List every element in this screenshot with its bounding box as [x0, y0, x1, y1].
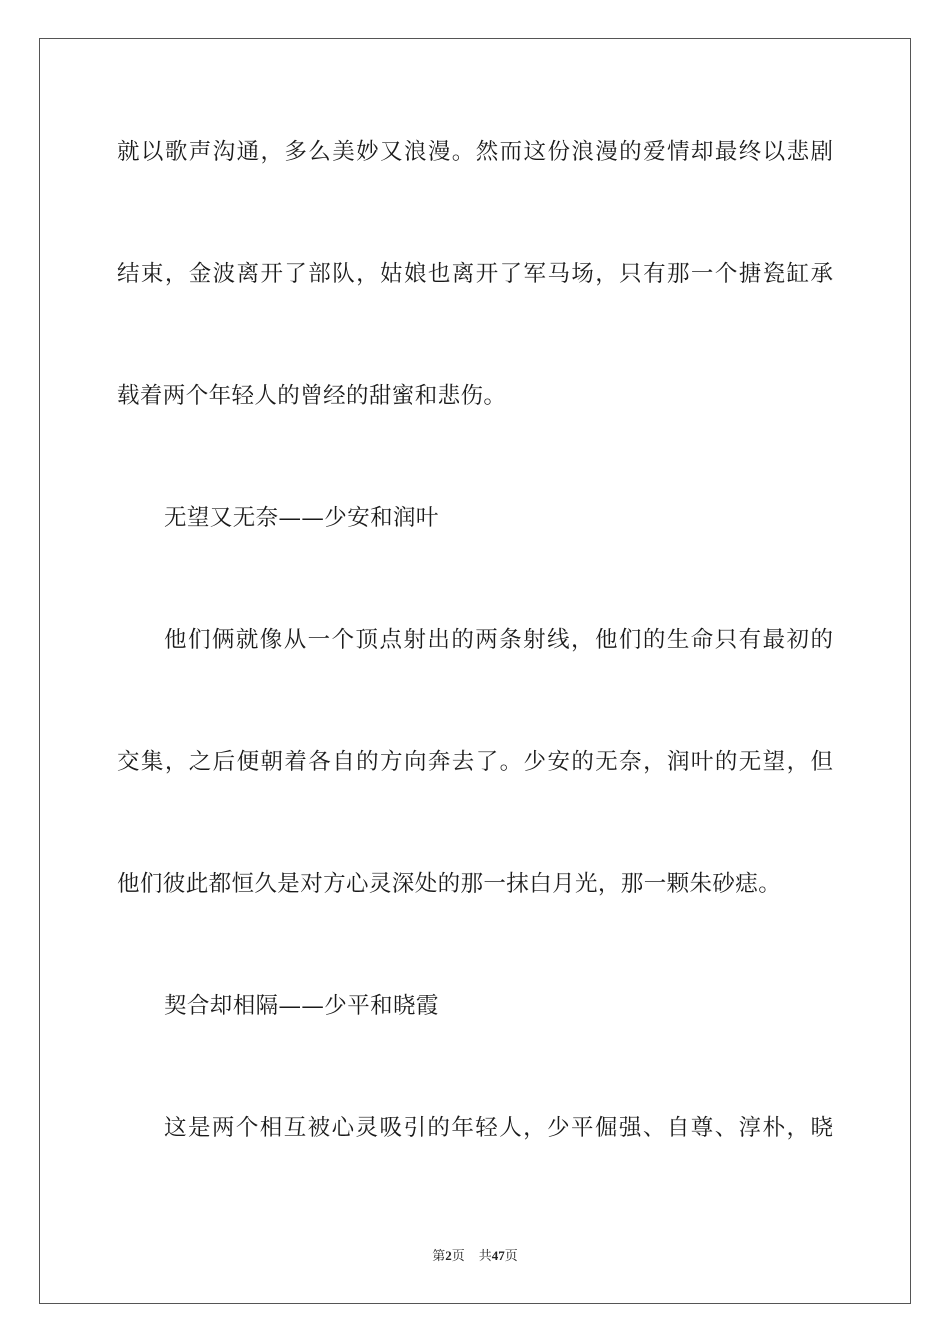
paragraph-line-1: 就以歌声沟通，多么美妙又浪漫。然而这份浪漫的爱情却最终以悲剧: [117, 139, 833, 165]
page-suffix: 页: [451, 1248, 465, 1263]
total-pages: 47: [491, 1248, 505, 1263]
page-number: 2: [445, 1248, 452, 1263]
section-heading-shaoan-runye: 无望又无奈——少安和润叶: [164, 505, 439, 531]
total-prefix: 共: [478, 1248, 492, 1263]
section-heading-shaoping-xiaoxia: 契合却相隔——少平和晓霞: [164, 993, 439, 1019]
paragraph-line-3: 载着两个年轻人的曾经的甜蜜和悲伤。: [117, 383, 507, 409]
paragraph-line-7: 他们彼此都恒久是对方心灵深处的那一抹白月光，那一颗朱砂痣。: [117, 871, 782, 897]
page-footer: [0, 1248, 950, 1264]
paragraph-line-9: 这是两个相互被心灵吸引的年轻人，少平倔强、自尊、淳朴，晓: [164, 1115, 833, 1141]
paragraph-line-2: 结束，金波离开了部队，姑娘也离开了军马场，只有那一个搪瓷缸承: [117, 261, 833, 287]
paragraph-line-6: 交集，之后便朝着各自的方向奔去了。少安的无奈，润叶的无望，但: [117, 749, 833, 775]
paragraph-line-5: 他们俩就像从一个顶点射出的两条射线，他们的生命只有最初的: [164, 627, 833, 653]
page-prefix: 第: [432, 1248, 446, 1263]
total-suffix: 页: [504, 1248, 518, 1263]
